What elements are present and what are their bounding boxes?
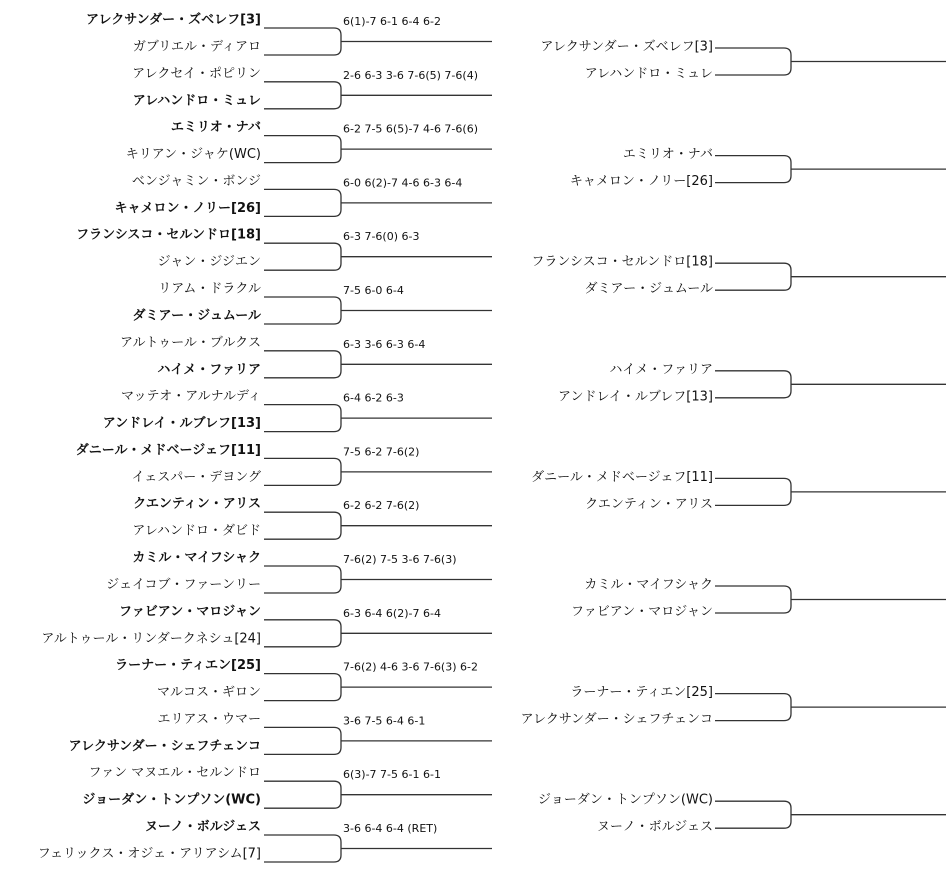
- player-name: ベンジャミン・ボンジ: [131, 173, 261, 189]
- player-name: マルコス・ギロン: [156, 685, 261, 701]
- r2-match-bracket-line: [715, 586, 946, 613]
- player-name: ダニール・メドベージェフ[11]: [75, 442, 261, 458]
- r1-match-bracket-line: [264, 28, 492, 55]
- player-name: アレクサンダー・ズベレフ[3]: [86, 12, 261, 28]
- r1-match-bracket-line: [264, 620, 492, 647]
- r2-match-bracket-line: [715, 478, 946, 505]
- r1-match-bracket-line: [264, 243, 492, 270]
- r2-match-bracket-line: [715, 48, 946, 75]
- player-name: ジョーダン・トンプソン(WC): [82, 792, 261, 808]
- r1-match-bracket-line: [264, 189, 492, 216]
- player-name: フェリックス・オジェ・アリアシム[7]: [37, 846, 261, 862]
- player-name: リアム・ドラクル: [158, 281, 261, 297]
- player-name: アレクセイ・ポピリン: [132, 66, 261, 82]
- player-name: アルトゥール・ブルクス: [120, 335, 261, 351]
- match-score: 7-5 6-2 7-6(2): [343, 445, 420, 459]
- r1-match-bracket-line: [264, 727, 492, 754]
- r2-match-bracket-line: [715, 371, 946, 398]
- r1-match-bracket-line: [264, 351, 492, 378]
- player-name: ファビアン・マロジャン: [571, 604, 713, 620]
- player-name: フランシスコ・セルンドロ[18]: [531, 254, 713, 270]
- player-name: アンドレイ・ルブレフ[13]: [102, 416, 261, 432]
- player-name: ハイメ・ファリア: [157, 362, 261, 378]
- player-name: ハイメ・ファリア: [609, 362, 713, 378]
- player-name: アレハンドロ・ダビド: [132, 523, 261, 539]
- player-name: カミル・マイフシャク: [132, 550, 261, 566]
- r2-match-bracket-line: [715, 694, 946, 721]
- player-name: クエンティン・アリス: [133, 496, 261, 512]
- player-name: カミル・マイフシャク: [584, 577, 713, 593]
- r1-match-bracket-line: [264, 297, 492, 324]
- r1-match-bracket-line: [264, 458, 492, 485]
- match-score: 7-5 6-0 6-4: [343, 284, 404, 297]
- player-name: ガブリエル・ディアロ: [132, 39, 261, 55]
- player-name: アルトゥール・リンダークネシュ[24]: [41, 631, 261, 647]
- r1-match-bracket-line: [264, 512, 492, 539]
- match-score: 3-6 7-5 6-4 6-1: [343, 714, 426, 728]
- match-score: 6(1)-7 6-1 6-4 6-2: [343, 15, 441, 28]
- match-score: 6-2 6-2 7-6(2): [343, 499, 420, 513]
- player-name: ヌーノ・ボルジェス: [596, 819, 713, 835]
- r1-match-bracket-line: [264, 136, 492, 163]
- r2-match-bracket-line: [715, 263, 946, 290]
- player-name: ジョーダン・トンプソン(WC): [538, 792, 713, 808]
- player-name: エミリオ・ナバ: [622, 147, 713, 163]
- player-name: ファン マヌエル・セルンドロ: [88, 765, 261, 781]
- r2-match-bracket-line: [715, 801, 946, 828]
- match-score: 7-6(2) 7-5 3-6 7-6(3): [343, 553, 457, 566]
- player-name: ヌーノ・ボルジェス: [144, 819, 261, 835]
- player-name: ダミアー・ジュムール: [584, 281, 713, 297]
- player-name: アレクサンダー・シェフチェンコ: [520, 712, 713, 728]
- r1-match-bracket-line: [264, 82, 492, 109]
- player-name: ジェイコブ・ファーンリー: [106, 577, 261, 593]
- player-name: ダミアー・ジュムール: [132, 308, 261, 324]
- match-score: 2-6 6-3 3-6 7-6(5) 7-6(4): [343, 68, 478, 82]
- player-name: エミリオ・ナバ: [170, 120, 261, 136]
- player-name: キャメロン・ノリー[26]: [114, 200, 261, 216]
- player-name: ラーナー・ティエン[25]: [570, 685, 713, 701]
- player-name: アレハンドロ・ミュレ: [132, 93, 261, 109]
- player-name: キャメロン・ノリー[26]: [569, 174, 713, 190]
- r1-match-bracket-line: [264, 566, 492, 593]
- player-name: ファビアン・マロジャン: [119, 604, 261, 620]
- r1-match-bracket-line: [264, 781, 492, 808]
- r1-match-bracket-line: [264, 405, 492, 432]
- match-score: 6-4 6-2 6-3: [343, 391, 404, 405]
- player-name: エリアス・ウマー: [157, 711, 261, 727]
- match-score: 6-0 6(2)-7 4-6 6-3 6-4: [343, 176, 463, 190]
- match-score: 6-3 7-6(0) 6-3: [343, 230, 420, 244]
- r2-match-bracket-line: [715, 156, 946, 183]
- match-score: 6(3)-7 7-5 6-1 6-1: [343, 768, 441, 782]
- player-name: アレクサンダー・シェフチェンコ: [68, 738, 261, 754]
- match-score: 6-2 7-5 6(5)-7 4-6 7-6(6): [343, 122, 478, 136]
- player-name: マッテオ・アルナルディ: [120, 389, 261, 405]
- player-name: ラーナー・ティエン[25]: [115, 658, 261, 674]
- player-name: ダニール・メドベージェフ[11]: [531, 469, 713, 485]
- match-score: 6-3 3-6 6-3 6-4: [343, 337, 426, 351]
- player-name: フランシスコ・セルンドロ[18]: [76, 227, 261, 243]
- player-name: アンドレイ・ルブレフ[13]: [558, 389, 713, 405]
- player-name: キリアン・ジャケ(WC): [125, 147, 261, 163]
- player-name: イェスパー・デヨング: [131, 469, 261, 485]
- match-score: 6-3 6-4 6(2)-7 6-4: [343, 606, 441, 620]
- r1-match-bracket-line: [264, 674, 492, 701]
- r1-match-bracket-line: [264, 835, 492, 862]
- match-score: 3-6 6-4 6-4 (RET): [343, 822, 438, 835]
- player-name: ジャン・ジジエン: [157, 254, 261, 270]
- match-score: 7-6(2) 4-6 3-6 7-6(3) 6-2: [343, 660, 478, 674]
- player-name: アレハンドロ・ミュレ: [584, 66, 713, 82]
- player-name: クエンティン・アリス: [585, 496, 713, 512]
- player-name: アレクサンダー・ズベレフ[3]: [540, 39, 713, 55]
